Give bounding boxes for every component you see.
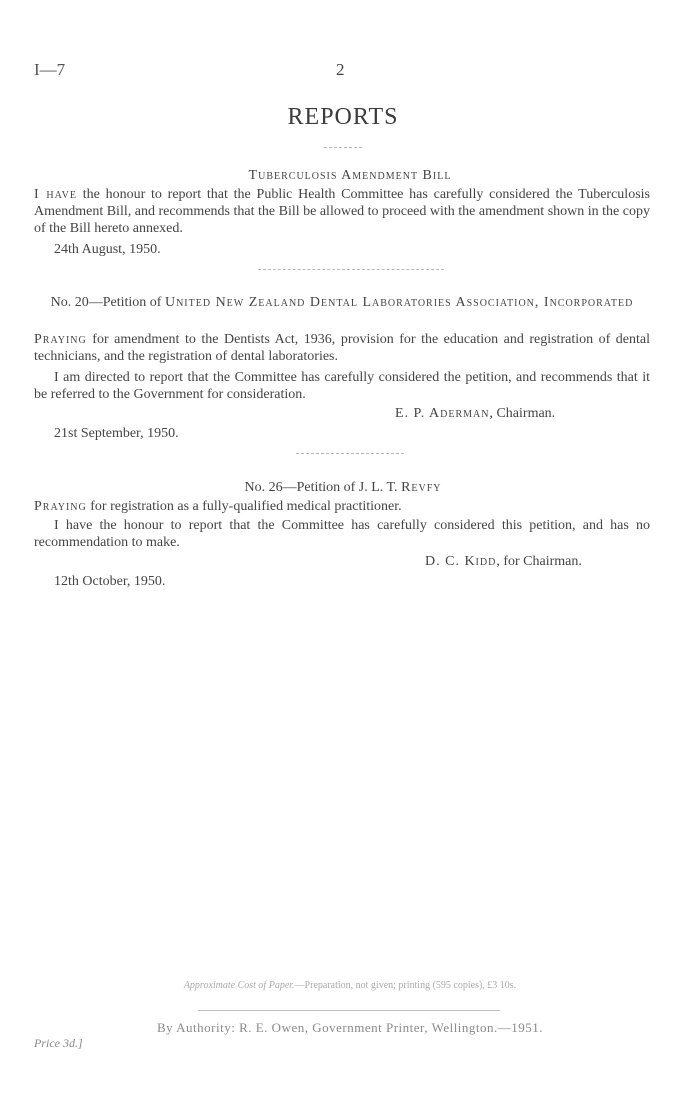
printer-authority: By Authority: R. E. Owen, Government Printer, Wellington.—1951. bbox=[156, 1020, 544, 1035]
section1-body bbox=[34, 186, 650, 237]
section2-praying-text: for amendment to the Dentists Act, 1936, provision for the education and registration of dental technicians, and the registration of dental laboratories. bbox=[34, 332, 650, 364]
section3-signatory-role: , for Chairman. bbox=[496, 554, 582, 569]
section1-heading: Tuberculosis Amendment Bill bbox=[248, 168, 452, 183]
section3-report: I have the honour to report that the Committee has carefully considered this petition, and has no recommendation to make. bbox=[34, 518, 650, 550]
section2-heading-prefix: No. 20—Petition of bbox=[50, 295, 162, 310]
section2-report: I am directed to report that the Committee has carefully considered the petition, and recommends that it be referred to the Government for consideration. bbox=[34, 370, 650, 402]
section1-lead: I have bbox=[34, 187, 77, 202]
section2-praying-lead: Praying bbox=[34, 332, 87, 347]
section3-praying bbox=[34, 498, 650, 515]
title-rule bbox=[324, 147, 362, 148]
section2-praying bbox=[34, 331, 650, 365]
section2-signatory-role: , Chairman. bbox=[489, 406, 556, 421]
section3-signatory-name: D. C. Kidd bbox=[425, 554, 497, 569]
section3-praying-lead: Praying bbox=[34, 499, 87, 514]
section3-date: 12th October, 1950. bbox=[54, 574, 166, 589]
section1-text: the honour to report that the Public Health Committee has carefully considered the Tuberculosis Amendment Bill, and recommends that the Bill be allowed to proceed with the amendment shown in the copy of the Bill hereto annexed. bbox=[34, 187, 650, 236]
price: Price 3d.] bbox=[34, 1036, 83, 1050]
cost-note bbox=[0, 980, 700, 991]
cost-label: Approximate Cost of Paper. bbox=[183, 980, 295, 991]
section3-praying-text: for registration as a fully-qualified medical practitioner. bbox=[86, 499, 402, 514]
page-title: REPORTS bbox=[287, 104, 399, 130]
section3-heading bbox=[0, 479, 686, 496]
section3-signature bbox=[425, 553, 582, 570]
section3-petitioner: Revfy bbox=[401, 480, 442, 495]
footer-rule bbox=[198, 1010, 500, 1011]
section2-petitioner: United New Zealand Dental Laboratories Association, Incorporated bbox=[164, 295, 634, 310]
section2-rule bbox=[296, 453, 404, 454]
section2-date: 21st September, 1950. bbox=[54, 426, 179, 441]
section2-signatory-name: E. P. Aderman bbox=[395, 406, 490, 421]
page-number: 2 bbox=[336, 60, 345, 79]
cost-text: —Preparation, not given; printing (595 copies), £3 10s. bbox=[294, 980, 517, 991]
section2-heading bbox=[34, 294, 650, 311]
section2-signature bbox=[395, 405, 555, 422]
paper-code: I—7 bbox=[34, 60, 66, 79]
section1-date: 24th August, 1950. bbox=[54, 242, 161, 257]
section3-heading-prefix: No. 26—Petition of J. L. T. bbox=[244, 480, 398, 495]
section1-rule bbox=[258, 269, 444, 270]
